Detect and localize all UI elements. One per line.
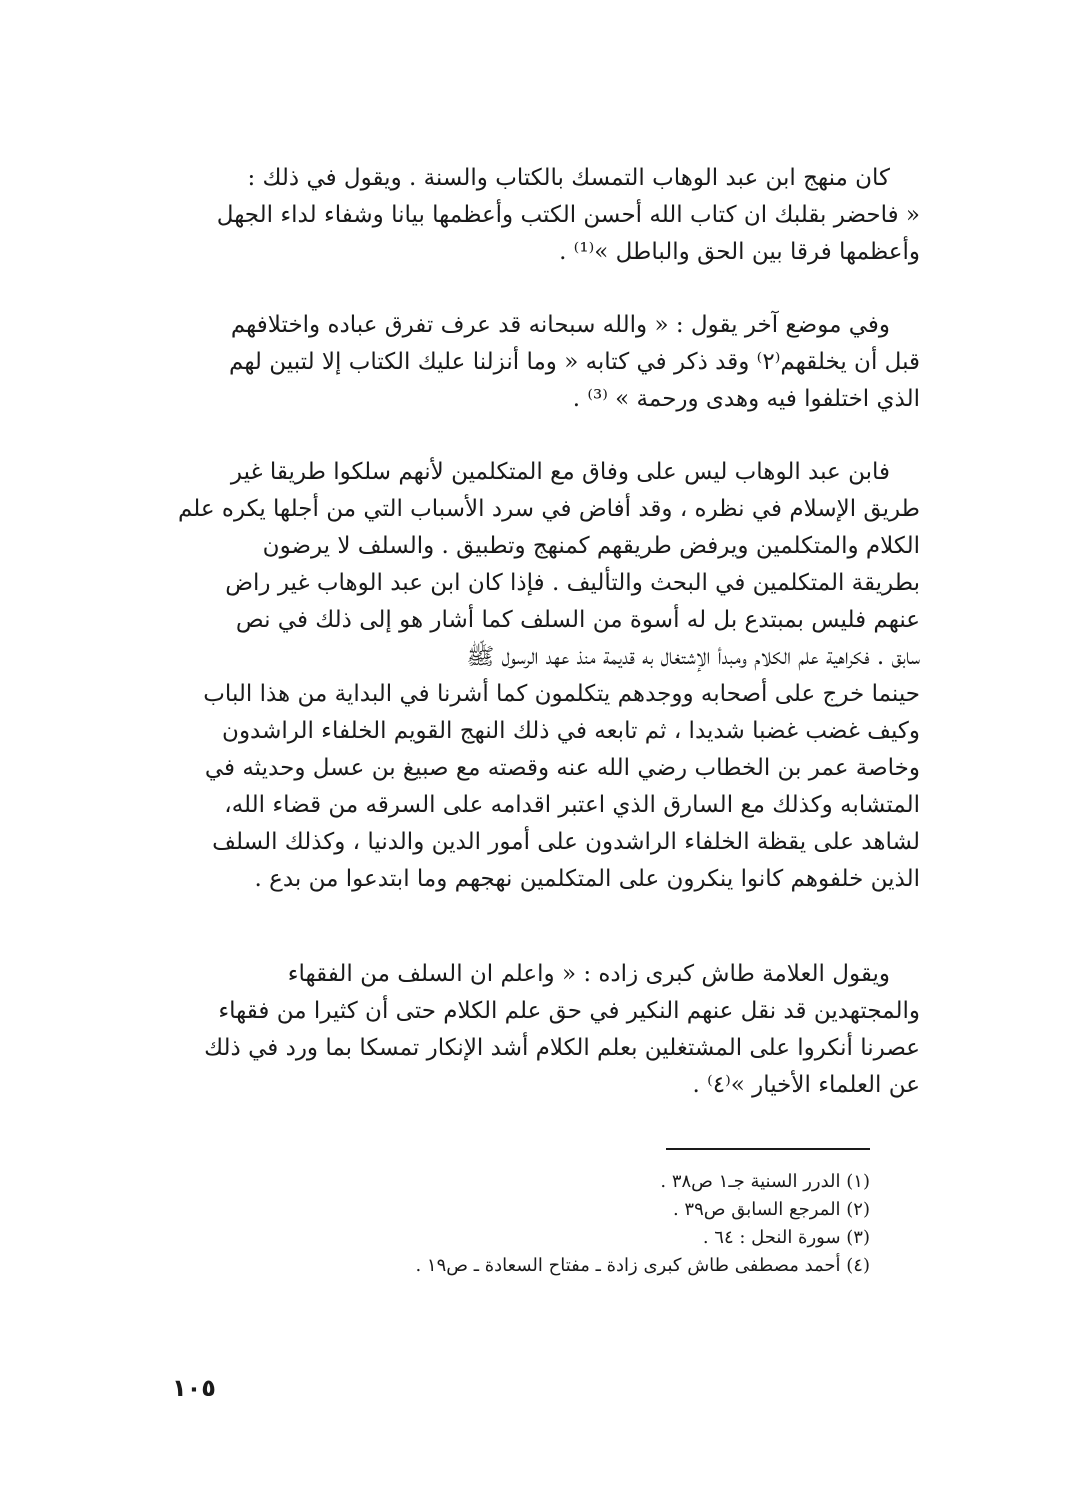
paragraph-line: قبل أن يخلقهم⁽٢⁾ وقد ذكر في كتابه « وما أنزلنا عليك الكتاب إلا لتبين لهم bbox=[229, 349, 920, 375]
paragraph-3 bbox=[172, 454, 920, 898]
paragraph-line: الذي اختلفوا فيه وهدى ورحمة » ⁽³⁾ . bbox=[572, 386, 920, 412]
paragraph-line: بطريقة المتكلمين في البحث والتأليف . فإذا كان ابن عبد الوهاب غير راض bbox=[225, 570, 920, 596]
footnote-1: (١) الدرر السنية جـ١ ص٣٨ . bbox=[660, 1171, 870, 1192]
paragraph-line: حينما خرج على أصحابه ووجدهم يتكلمون كما أشرنا في البداية من هذا الباب bbox=[203, 681, 920, 707]
paragraph-4 bbox=[172, 956, 920, 1104]
page-number: ١٠٥ bbox=[172, 1374, 216, 1402]
paragraph-line: عصرنا أنكروا على المشتغلين بعلم الكلام أشد الإنكار تمسكا بما ورد في ذلك bbox=[204, 1035, 920, 1061]
paragraph-1 bbox=[172, 160, 920, 271]
paragraph-line: وخاصة عمر بن الخطاب رضي الله عنه وقصته مع صبيغ بن عسل وحديثه في bbox=[204, 755, 920, 781]
paragraph-line: الذين خلفوهم كانوا ينكرون على المتكلمين نهجهم وما ابتدعوا من بدع . bbox=[254, 866, 920, 892]
footnote-4: (٤) أحمد مصطفى طاش كبرى زادة ـ مفتاح السعادة ـ ص١٩ . bbox=[415, 1255, 870, 1276]
footnote-divider bbox=[666, 1148, 870, 1150]
paragraph-line: سابق . فكراهية علم الكلام ومبدأ الإشتغال به قديمة منذ عهد الرسول ﷺ bbox=[466, 644, 920, 670]
paragraph-line: ويقول العلامة طاش كبرى زاده : « واعلم ان السلف من الفقهاء bbox=[287, 961, 890, 987]
footnotes bbox=[300, 1168, 870, 1280]
paragraph-line: كان منهج ابن عبد الوهاب التمسك بالكتاب والسنة . ويقول في ذلك : bbox=[247, 165, 890, 191]
paragraph-line: الكلام والمتكلمين ويرفض طريقهم كمنهج وتطبيق . والسلف لا يرضون bbox=[262, 533, 920, 559]
footnote-2: (٢) المرجع السابق ص٣٩ . bbox=[672, 1199, 870, 1220]
paragraph-line: فابن عبد الوهاب ليس على وفاق مع المتكلمين لأنهم سلكوا طريقا غير bbox=[230, 459, 890, 485]
paragraph-line: وفي موضع آخر يقول : « والله سبحانه قد عرف تفرق عباده واختلافهم bbox=[230, 312, 890, 338]
paragraph-line: وأعظمها فرقا بين الحق والباطل »⁽¹⁾ . bbox=[559, 239, 920, 265]
paragraph-line: عن العلماء الأخيار »⁽٤⁾ . bbox=[692, 1072, 920, 1098]
paragraph-line: والمجتهدين قد نقل عنهم النكير في حق علم الكلام حتى أن كثيرا من فقهاء bbox=[218, 998, 920, 1024]
paragraph-line: « فاحضر بقلبك ان كتاب الله أحسن الكتب وأعظمها بيانا وشفاء لداء الجهل bbox=[216, 202, 920, 228]
paragraph-line: عنهم فليس بمبتدع بل له أسوة من السلف كما أشار هو إلى ذلك في نص bbox=[235, 607, 920, 633]
paragraph-line: المتشابه وكذلك مع السارق الذي اعتبر اقدامه على السرقه من قضاء الله، bbox=[224, 792, 920, 818]
footnote-3: (٣) سورة النحل : ٦٤ . bbox=[702, 1227, 870, 1248]
paragraph-line: طريق الإسلام في نظره ، وقد أفاض في سرد الأسباب التي من أجلها يكره علم bbox=[177, 496, 920, 522]
paragraph-2 bbox=[172, 307, 920, 418]
paragraph-line: وكيف غضب غضبا شديدا ، ثم تابعه في ذلك النهج القويم الخلفاء الراشدون bbox=[222, 718, 920, 744]
paragraph-line: لشاهد على يقظة الخلفاء الراشدون على أمور الدين والدنيا ، وكذلك السلف bbox=[212, 829, 920, 855]
